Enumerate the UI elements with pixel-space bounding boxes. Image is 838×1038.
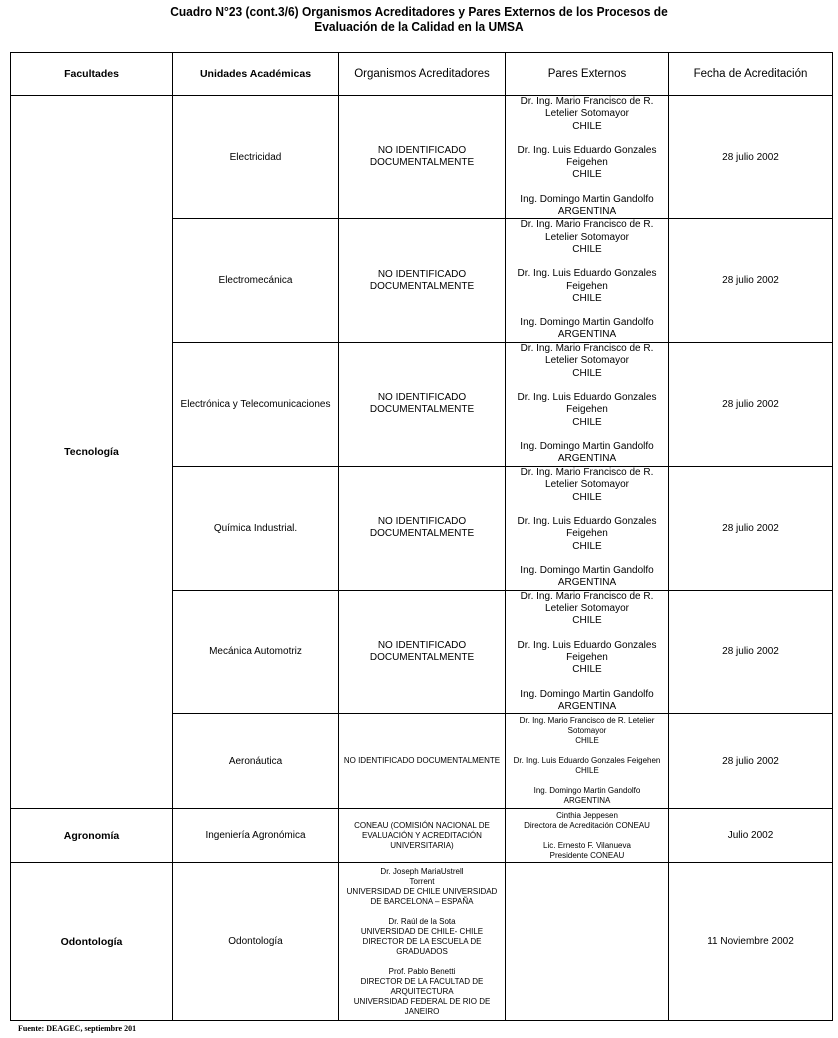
organismo-line: EVALUACIÓN Y ACREDITACIÓN bbox=[362, 830, 482, 840]
par-externo bbox=[508, 467, 666, 504]
par-externo bbox=[508, 640, 666, 677]
pares-externos bbox=[506, 342, 669, 466]
spacer bbox=[508, 831, 666, 841]
header-pares: Pares Externos bbox=[506, 53, 669, 96]
par-line: Feigehen bbox=[566, 157, 608, 169]
par-line: Directora de Acreditación CONEAU bbox=[524, 820, 650, 830]
organismo-line: DIRECTOR DE LA ESCUELA DE bbox=[362, 936, 482, 946]
organismo-acreditador bbox=[339, 342, 506, 466]
spacer bbox=[508, 553, 666, 565]
fecha-acreditacion: 11 Noviembre 2002 bbox=[669, 863, 833, 1021]
par-line: CHILE bbox=[572, 243, 602, 255]
par-line: ARGENTINA bbox=[557, 453, 617, 465]
organismo-line: DOCUMENTALMENTE bbox=[369, 157, 475, 169]
par-line: CHILE bbox=[572, 120, 602, 132]
header-facultades: Facultades bbox=[11, 53, 173, 96]
fecha-acreditacion: 28 julio 2002 bbox=[669, 590, 833, 713]
fecha-acreditacion: 28 julio 2002 bbox=[669, 219, 833, 342]
par-line: Feigehen bbox=[566, 528, 608, 540]
par-line: Dr. Ing. Luis Eduardo Gonzales bbox=[517, 144, 657, 156]
organismo-line: NO IDENTIFICADO bbox=[377, 516, 467, 528]
par-line: CHILE bbox=[575, 766, 599, 776]
par-externo bbox=[508, 516, 666, 553]
par-line: CHILE bbox=[572, 491, 602, 503]
organismo-line: UNIVERSITARIA) bbox=[390, 840, 454, 850]
par-line: Ing. Domingo Martin Gandolfo bbox=[520, 440, 654, 452]
unidad-academica: Electricidad bbox=[173, 96, 339, 219]
par-line: CHILE bbox=[572, 367, 602, 379]
organismo-acreditador bbox=[339, 809, 506, 863]
par-line: CHILE bbox=[572, 416, 602, 428]
pares-externos bbox=[506, 590, 669, 713]
par-line: Feigehen bbox=[566, 280, 608, 292]
par-line: Feigehen bbox=[566, 404, 608, 416]
organismo-line: Prof. Pablo Benetti bbox=[388, 966, 456, 976]
spacer bbox=[508, 504, 666, 516]
table-title bbox=[34, 4, 805, 34]
organismo-line: NO IDENTIFICADO bbox=[377, 639, 467, 651]
par-externo bbox=[508, 219, 666, 256]
table-row bbox=[11, 96, 833, 219]
organismo-line: CONEAU (COMISIÓN NACIONAL DE bbox=[354, 820, 490, 830]
organismo-line: DIRECTOR DE LA FACULTAD DE bbox=[360, 976, 484, 986]
organismo-line: Dr. Joseph MariaUstrell bbox=[380, 866, 464, 876]
spacer bbox=[508, 628, 666, 640]
par-line: Dr. Ing. Mario Francisco de R. bbox=[520, 343, 654, 355]
par-externo bbox=[508, 756, 666, 776]
par-line: Letelier Sotomayor bbox=[545, 231, 629, 243]
header-fecha: Fecha de Acreditación bbox=[669, 53, 833, 96]
par-line: Dr. Ing. Luis Eduardo Gonzales bbox=[517, 515, 657, 527]
organismo-line: DOCUMENTALMENTE bbox=[369, 280, 475, 292]
spacer bbox=[508, 133, 666, 145]
spacer bbox=[508, 746, 666, 756]
fecha-acreditacion: 28 julio 2002 bbox=[669, 96, 833, 219]
table-row bbox=[11, 809, 833, 863]
unidad-academica: Aeronáutica bbox=[173, 714, 339, 809]
par-line: Dr. Ing. Luis Eduardo Gonzales bbox=[517, 268, 657, 280]
par-externo bbox=[508, 716, 666, 746]
unidad-academica: Electrónica y Telecomunicaciones bbox=[173, 342, 339, 466]
par-externo bbox=[508, 317, 666, 342]
par-externo bbox=[508, 392, 666, 429]
fecha-acreditacion: 28 julio 2002 bbox=[669, 714, 833, 809]
par-line: Letelier Sotomayor bbox=[545, 355, 629, 367]
par-line: Ing. Domingo Martin Gandolfo bbox=[520, 564, 654, 576]
organismo-line: DOCUMENTALMENTE bbox=[369, 528, 475, 540]
par-line: Dr. Ing. Mario Francisco de R. Letelier bbox=[519, 716, 655, 726]
spacer bbox=[508, 677, 666, 689]
organismo-line: NO IDENTIFICADO bbox=[377, 392, 467, 404]
par-line: Letelier Sotomayor bbox=[545, 479, 629, 491]
par-line: Ing. Domingo Martin Gandolfo bbox=[533, 786, 641, 796]
fecha-acreditacion: Julio 2002 bbox=[669, 809, 833, 863]
spacer bbox=[508, 776, 666, 786]
par-externo bbox=[508, 591, 666, 628]
unidad-academica: Mecánica Automotriz bbox=[173, 590, 339, 713]
pares-externos bbox=[506, 809, 669, 863]
organismo-acreditador bbox=[339, 863, 506, 1021]
facultad-agronomia: Agronomía bbox=[11, 809, 173, 863]
organismo-acreditador bbox=[339, 590, 506, 713]
par-line: Letelier Sotomayor bbox=[545, 603, 629, 615]
organismo-line: Dr. Raúl de la Sota bbox=[388, 916, 456, 926]
par-line: Presidente CONEAU bbox=[549, 850, 625, 860]
organismo-line: DOCUMENTALMENTE bbox=[369, 651, 475, 663]
unidad-academica: Electromecánica bbox=[173, 219, 339, 342]
par-line: CHILE bbox=[572, 292, 602, 304]
par-externo bbox=[508, 343, 666, 380]
organismo-line: Torrent bbox=[409, 876, 435, 886]
spacer bbox=[508, 256, 666, 268]
facultad-odontologia: Odontología bbox=[11, 863, 173, 1021]
spacer bbox=[508, 305, 666, 317]
organismo-line: JANEIRO bbox=[404, 1006, 440, 1016]
title-line-2: Evaluación de la Calidad en la UMSA bbox=[314, 19, 524, 34]
par-line: CHILE bbox=[572, 169, 602, 181]
par-line: Dr. Ing. Mario Francisco de R. bbox=[520, 219, 654, 231]
par-externo bbox=[508, 786, 666, 806]
header-row bbox=[11, 53, 833, 96]
par-externo bbox=[508, 268, 666, 305]
organismo-line: DOCUMENTALMENTE bbox=[369, 404, 475, 416]
organismo-line: UNIVERSIDAD DE CHILE- CHILE bbox=[360, 926, 484, 936]
par-externo bbox=[508, 689, 666, 714]
par-line: Dr. Ing. Luis Eduardo Gonzales bbox=[517, 391, 657, 403]
organismo-line: NO IDENTIFICADO bbox=[377, 268, 467, 280]
organismo-line: NO IDENTIFICADO bbox=[377, 145, 467, 157]
par-line: CHILE bbox=[575, 736, 599, 746]
par-line: Lic. Ernesto F. Vilanueva bbox=[543, 840, 631, 850]
par-line: Ing. Domingo Martin Gandolfo bbox=[520, 688, 654, 700]
facultad-tecnologia: Tecnología bbox=[11, 96, 173, 809]
par-line: Dr. Ing. Mario Francisco de R. bbox=[520, 590, 654, 602]
organismo-acreditador bbox=[339, 714, 506, 809]
title-line-1: Cuadro N°23 (cont.3/6) Organismos Acreditadores y Pares Externos de los Procesos de bbox=[170, 4, 668, 19]
pares-externos bbox=[506, 96, 669, 219]
unidad-academica: Ingeniería Agronómica bbox=[173, 809, 339, 863]
par-line: ARGENTINA bbox=[563, 796, 611, 806]
par-externo bbox=[508, 96, 666, 133]
par-externo bbox=[508, 145, 666, 182]
par-externo bbox=[508, 194, 666, 219]
organismo-acreditador bbox=[339, 219, 506, 342]
header-unidades: Unidades Académicas bbox=[173, 53, 339, 96]
par-line: CHILE bbox=[572, 615, 602, 627]
organismo-line: GRADUADOS bbox=[396, 946, 448, 956]
unidad-academica: Química Industrial. bbox=[173, 466, 339, 590]
par-line: Ing. Domingo Martin Gandolfo bbox=[520, 317, 654, 329]
organismo-line: NO IDENTIFICADO DOCUMENTALMENTE bbox=[343, 756, 501, 766]
par-line: Cinthia Jeppesen bbox=[556, 810, 618, 820]
fecha-acreditacion: 28 julio 2002 bbox=[669, 342, 833, 466]
spacer bbox=[508, 182, 666, 194]
unidad-academica: Odontología bbox=[173, 863, 339, 1021]
organismo-line: UNIVERSIDAD DE CHILE UNIVERSIDAD bbox=[346, 886, 498, 896]
par-line: Dr. Ing. Mario Francisco de R. bbox=[520, 467, 654, 479]
table-row bbox=[11, 863, 833, 1021]
par-line: CHILE bbox=[572, 664, 602, 676]
par-line: Ing. Domingo Martin Gandolfo bbox=[520, 193, 654, 205]
organismo-acreditador bbox=[339, 96, 506, 219]
accreditation-table bbox=[10, 52, 833, 1021]
pares-externos bbox=[506, 219, 669, 342]
par-line: Sotomayor bbox=[567, 726, 607, 736]
par-line: CHILE bbox=[572, 540, 602, 552]
par-line: Letelier Sotomayor bbox=[545, 108, 629, 120]
source-footnote: Fuente: DEAGEC, septiembre 201 bbox=[18, 1024, 137, 1033]
spacer bbox=[341, 957, 503, 967]
par-line: Dr. Ing. Mario Francisco de R. bbox=[520, 96, 654, 107]
organismo-acreditador bbox=[339, 466, 506, 590]
spacer bbox=[508, 380, 666, 392]
par-line: ARGENTINA bbox=[557, 577, 617, 589]
par-line: ARGENTINA bbox=[557, 206, 617, 218]
fecha-acreditacion: 28 julio 2002 bbox=[669, 466, 833, 590]
organismo-line: DE BARCELONA – ESPAÑA bbox=[370, 896, 474, 906]
pares-externos bbox=[506, 466, 669, 590]
par-line: Dr. Ing. Luis Eduardo Gonzales Feigehen bbox=[513, 756, 661, 766]
par-line: ARGENTINA bbox=[557, 700, 617, 712]
spacer bbox=[508, 429, 666, 441]
par-line: ARGENTINA bbox=[557, 329, 617, 341]
par-externo bbox=[508, 811, 666, 831]
organismo-line: UNIVERSIDAD FEDERAL DE RIO DE bbox=[353, 996, 491, 1006]
par-externo bbox=[508, 841, 666, 861]
organismo-line: ARQUITECTURA bbox=[390, 986, 454, 996]
pares-externos bbox=[506, 714, 669, 809]
par-externo bbox=[508, 565, 666, 590]
par-externo bbox=[508, 441, 666, 466]
spacer bbox=[341, 907, 503, 917]
par-line: Dr. Ing. Luis Eduardo Gonzales bbox=[517, 639, 657, 651]
header-organismos: Organismos Acreditadores bbox=[339, 53, 506, 96]
pares-externos bbox=[506, 863, 669, 1021]
par-line: Feigehen bbox=[566, 651, 608, 663]
